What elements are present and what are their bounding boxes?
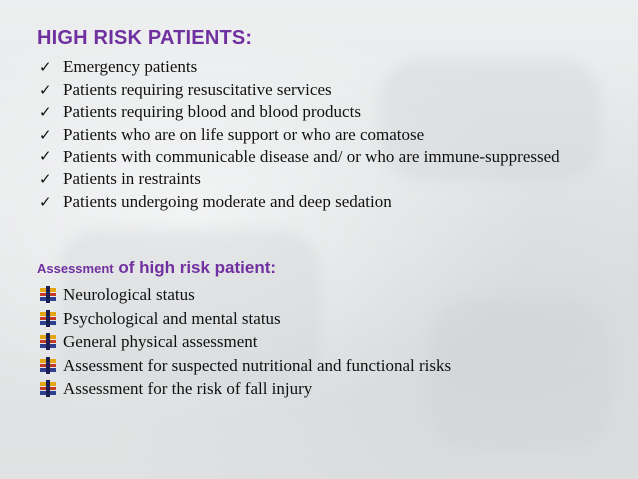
checkmark-icon: ✓ [39, 125, 52, 144]
list-item-text: General physical assessment [63, 332, 258, 351]
checkmark-icon: ✓ [39, 170, 52, 188]
checkmark-icon: ✓ [39, 192, 52, 211]
list-item-text: Patients undergoing moderate and deep sedation [63, 191, 392, 211]
assessment-heading-part1: Assessment [37, 261, 114, 276]
list-item [37, 79, 618, 102]
list-item [37, 56, 618, 79]
list-item-text: Emergency patients [63, 57, 198, 76]
assessment-heading [37, 254, 276, 281]
layered-square-bullet-icon [40, 312, 56, 325]
list-item-text: Neurological status [63, 285, 195, 304]
assessment-list [37, 283, 451, 401]
list-item-text: Patients who are on life support or who are comatose [63, 124, 425, 144]
list-item [37, 377, 451, 401]
list-item [37, 354, 451, 378]
layered-square-bullet-icon [40, 335, 56, 348]
list-item-text: Patients in restraints [63, 169, 201, 188]
list-item-text: Patients requiring blood and blood products [63, 102, 361, 121]
assessment-heading-part2: of high risk patient: [113, 258, 277, 277]
list-item-text: Assessment for the risk of fall injury [63, 379, 313, 398]
list-item [37, 124, 618, 147]
list-item-text: Patients requiring resuscitative services [63, 79, 332, 99]
high-risk-list [37, 56, 618, 213]
checkmark-icon: ✓ [39, 58, 52, 76]
list-item [37, 191, 618, 214]
layered-square-bullet-icon [40, 382, 56, 395]
layered-square-bullet-icon [40, 359, 56, 372]
list-item [37, 307, 451, 331]
list-item-text: Assessment for suspected nutritional and functional risks [63, 355, 452, 375]
list-item [37, 283, 451, 307]
list-item [37, 101, 618, 124]
checkmark-icon: ✓ [39, 80, 52, 99]
layered-square-bullet-icon [40, 288, 56, 301]
list-item-text: Psychological and mental status [63, 308, 281, 328]
list-item [37, 146, 618, 168]
list-item-text: Patients with communicable disease and/ or who are immune-suppressed [63, 147, 560, 166]
list-item [37, 168, 618, 191]
background-shape [430, 300, 610, 450]
checkmark-icon: ✓ [39, 103, 52, 121]
list-item [37, 330, 451, 354]
slide-title: HIGH RISK PATIENTS: [37, 27, 253, 49]
checkmark-icon: ✓ [39, 147, 52, 165]
